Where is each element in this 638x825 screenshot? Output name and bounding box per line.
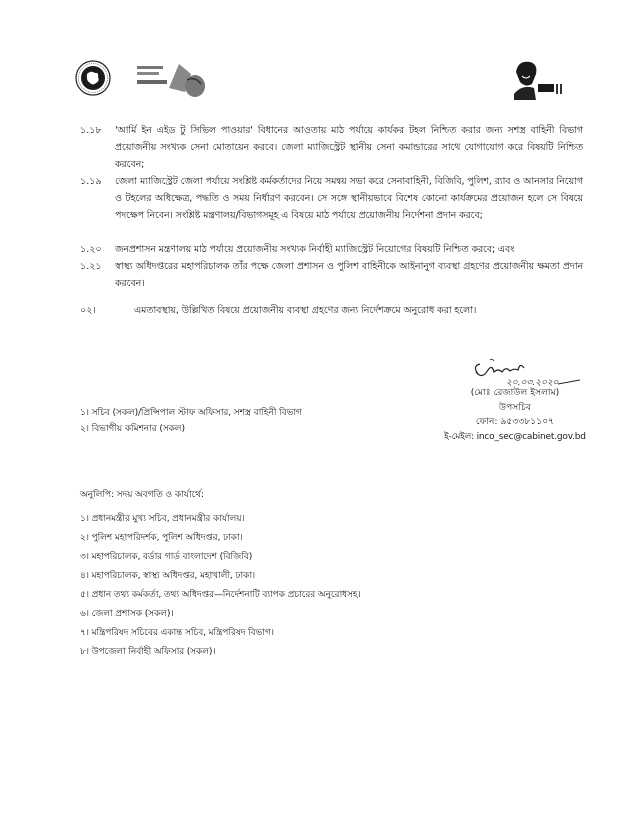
paragraph-text: স্বাস্থ্য অধিদপ্তরের মহাপরিচালক তাঁর পক্ষে জেলা প্রশাসন ও পুলিশ বাহিনীকে আইনানুগ ব্যবস্থা গ্রহণের প্রয়োজনীয় ক্ষমতা প্রদান করবেন। <box>115 261 583 289</box>
paragraph-number: ১.২১ <box>80 261 102 272</box>
paragraph-text: জেলা ম্যাজিস্ট্রেট জেলা পর্যায়ে সংশ্লিষ্ট কর্মকর্তাদের নিয়ে সমন্বয় সভা করে সেনাবাহিনী, বিজিবি, পুলিশ, র‍্যাব ও আনসার নিয়োগ ও টহলের অধিক্ষেত্র, পদ্ধতি ও সময় নির্ধারণ করবেন। সে সঙ্গে স্থানীয়ভাবে বিশেষ কোনো কার্যক্রমের প্রয়োজন হলে সে বিষয়ে পদক্ষেপ নিবেন। সংশ্লিষ্ট মন্ত্রণালয়/বিভাগসমূহ এ বিষয়ে মাঠ পর্যায়ে প্রয়োজনীয় নির্দেশনা প্রদান করবে; <box>115 176 583 221</box>
signatory-name: (মোঃ রেজাউল ইসলাম) <box>470 387 560 398</box>
paragraph-number: ১.২০ <box>80 244 102 255</box>
recipient-item: ২। বিভাগীয় কমিশনার (সকল) <box>80 423 185 434</box>
signatory-designation: উপসচিব <box>498 402 532 413</box>
government-seal-logo <box>75 60 111 96</box>
copy-list-item: ৮। উপজেলা নির্বাহী অফিসার (সকল)। <box>80 646 216 657</box>
copy-list-item: ৫। প্রধান তথ্য কর্মকর্তা, তথ্য অধিদপ্তর—নির্দেশনাটি ব্যাপক প্রচারের অনুরোধসহ। <box>80 589 361 600</box>
copy-list-item: ১। প্রধানমন্ত্রীর মুখ্য সচিব, প্রধানমন্ত্রীর কার্যালয়। <box>80 513 245 524</box>
copy-list-item: ৭। মন্ত্রিপরিষদ সচিবের একান্ত সচিব, মন্ত্রিপরিষদ বিভাগ। <box>80 627 274 638</box>
recipient-item: ১। সচিব (সকল)/প্রিন্সিপাল স্টাফ অফিসার, সশস্ত্র বাহিনী বিভাগ <box>80 407 302 418</box>
paragraph-number: ১.১৮ <box>80 125 102 136</box>
closing-text: এমতাবস্থায়, উল্লিখিত বিষয়ে প্রয়োজনীয় ব্যবস্থা গ্রহণের জন্য নির্দেশক্রমে অনুরোধ করা হলো। <box>134 305 477 316</box>
copy-heading: অনুলিপি: সদয় অবগতি ও কার্যার্থে: <box>80 489 204 500</box>
copy-list-item: ৬। জেলা প্রশাসক (সকল)। <box>80 608 174 619</box>
signatory-phone: ফোন: ৯৫৩৩৮১১০৭ <box>475 416 555 427</box>
mujib-borsho-logo <box>135 58 207 98</box>
copy-list-item: ২। পুলিশ মহাপরিদর্শক, পুলিশ অধিদপ্তর, ঢাকা। <box>80 532 243 543</box>
signatory-email[interactable]: ই-মেইল: inco_sec@cabinet.gov.bd <box>444 432 586 442</box>
paragraph-number: ১.১৯ <box>80 176 102 187</box>
mujib-100-logo <box>508 58 568 100</box>
paragraph-text: 'আর্মি ইন এইড টু সিভিল পাওয়ার' বিধানের আওতায় মাঠ পর্যায়ে কার্যকর টহল নিশ্চিত করার জন্য সশস্ত্র বাহিনী বিভাগ প্রয়োজনীয় সংখ্যক সেনা মোতায়েন করবে। জেলা ম্যাজিস্ট্রেট স্থানীয় সেনা কমান্ডারের সাথে যোগাযোগ করে বিষয়টি নিশ্চিত করবেন; <box>115 125 583 170</box>
svg-text:২০.০৩.২০২০: ২০.০৩.২০২০ <box>506 378 559 388</box>
paragraph-text: জনপ্রশাসন মন্ত্রণালয় মাঠ পর্যায়ে প্রয়োজনীয় সংখ্যক নির্বাহী ম্যাজিস্ট্রেট নিয়োগের বিষয়টি নিশ্চিত করবে; এবং <box>115 244 515 255</box>
closing-number: ০২। <box>80 305 96 316</box>
copy-list-item: ৪। মহাপরিচালক, স্বাস্থ্য অধিদপ্তর, মহাখালী, ঢাকা। <box>80 570 255 581</box>
copy-list-item: ৩। মহাপরিচালক, বর্ডার গার্ড বাংলাদেশ (বিজিবি) <box>80 551 253 562</box>
